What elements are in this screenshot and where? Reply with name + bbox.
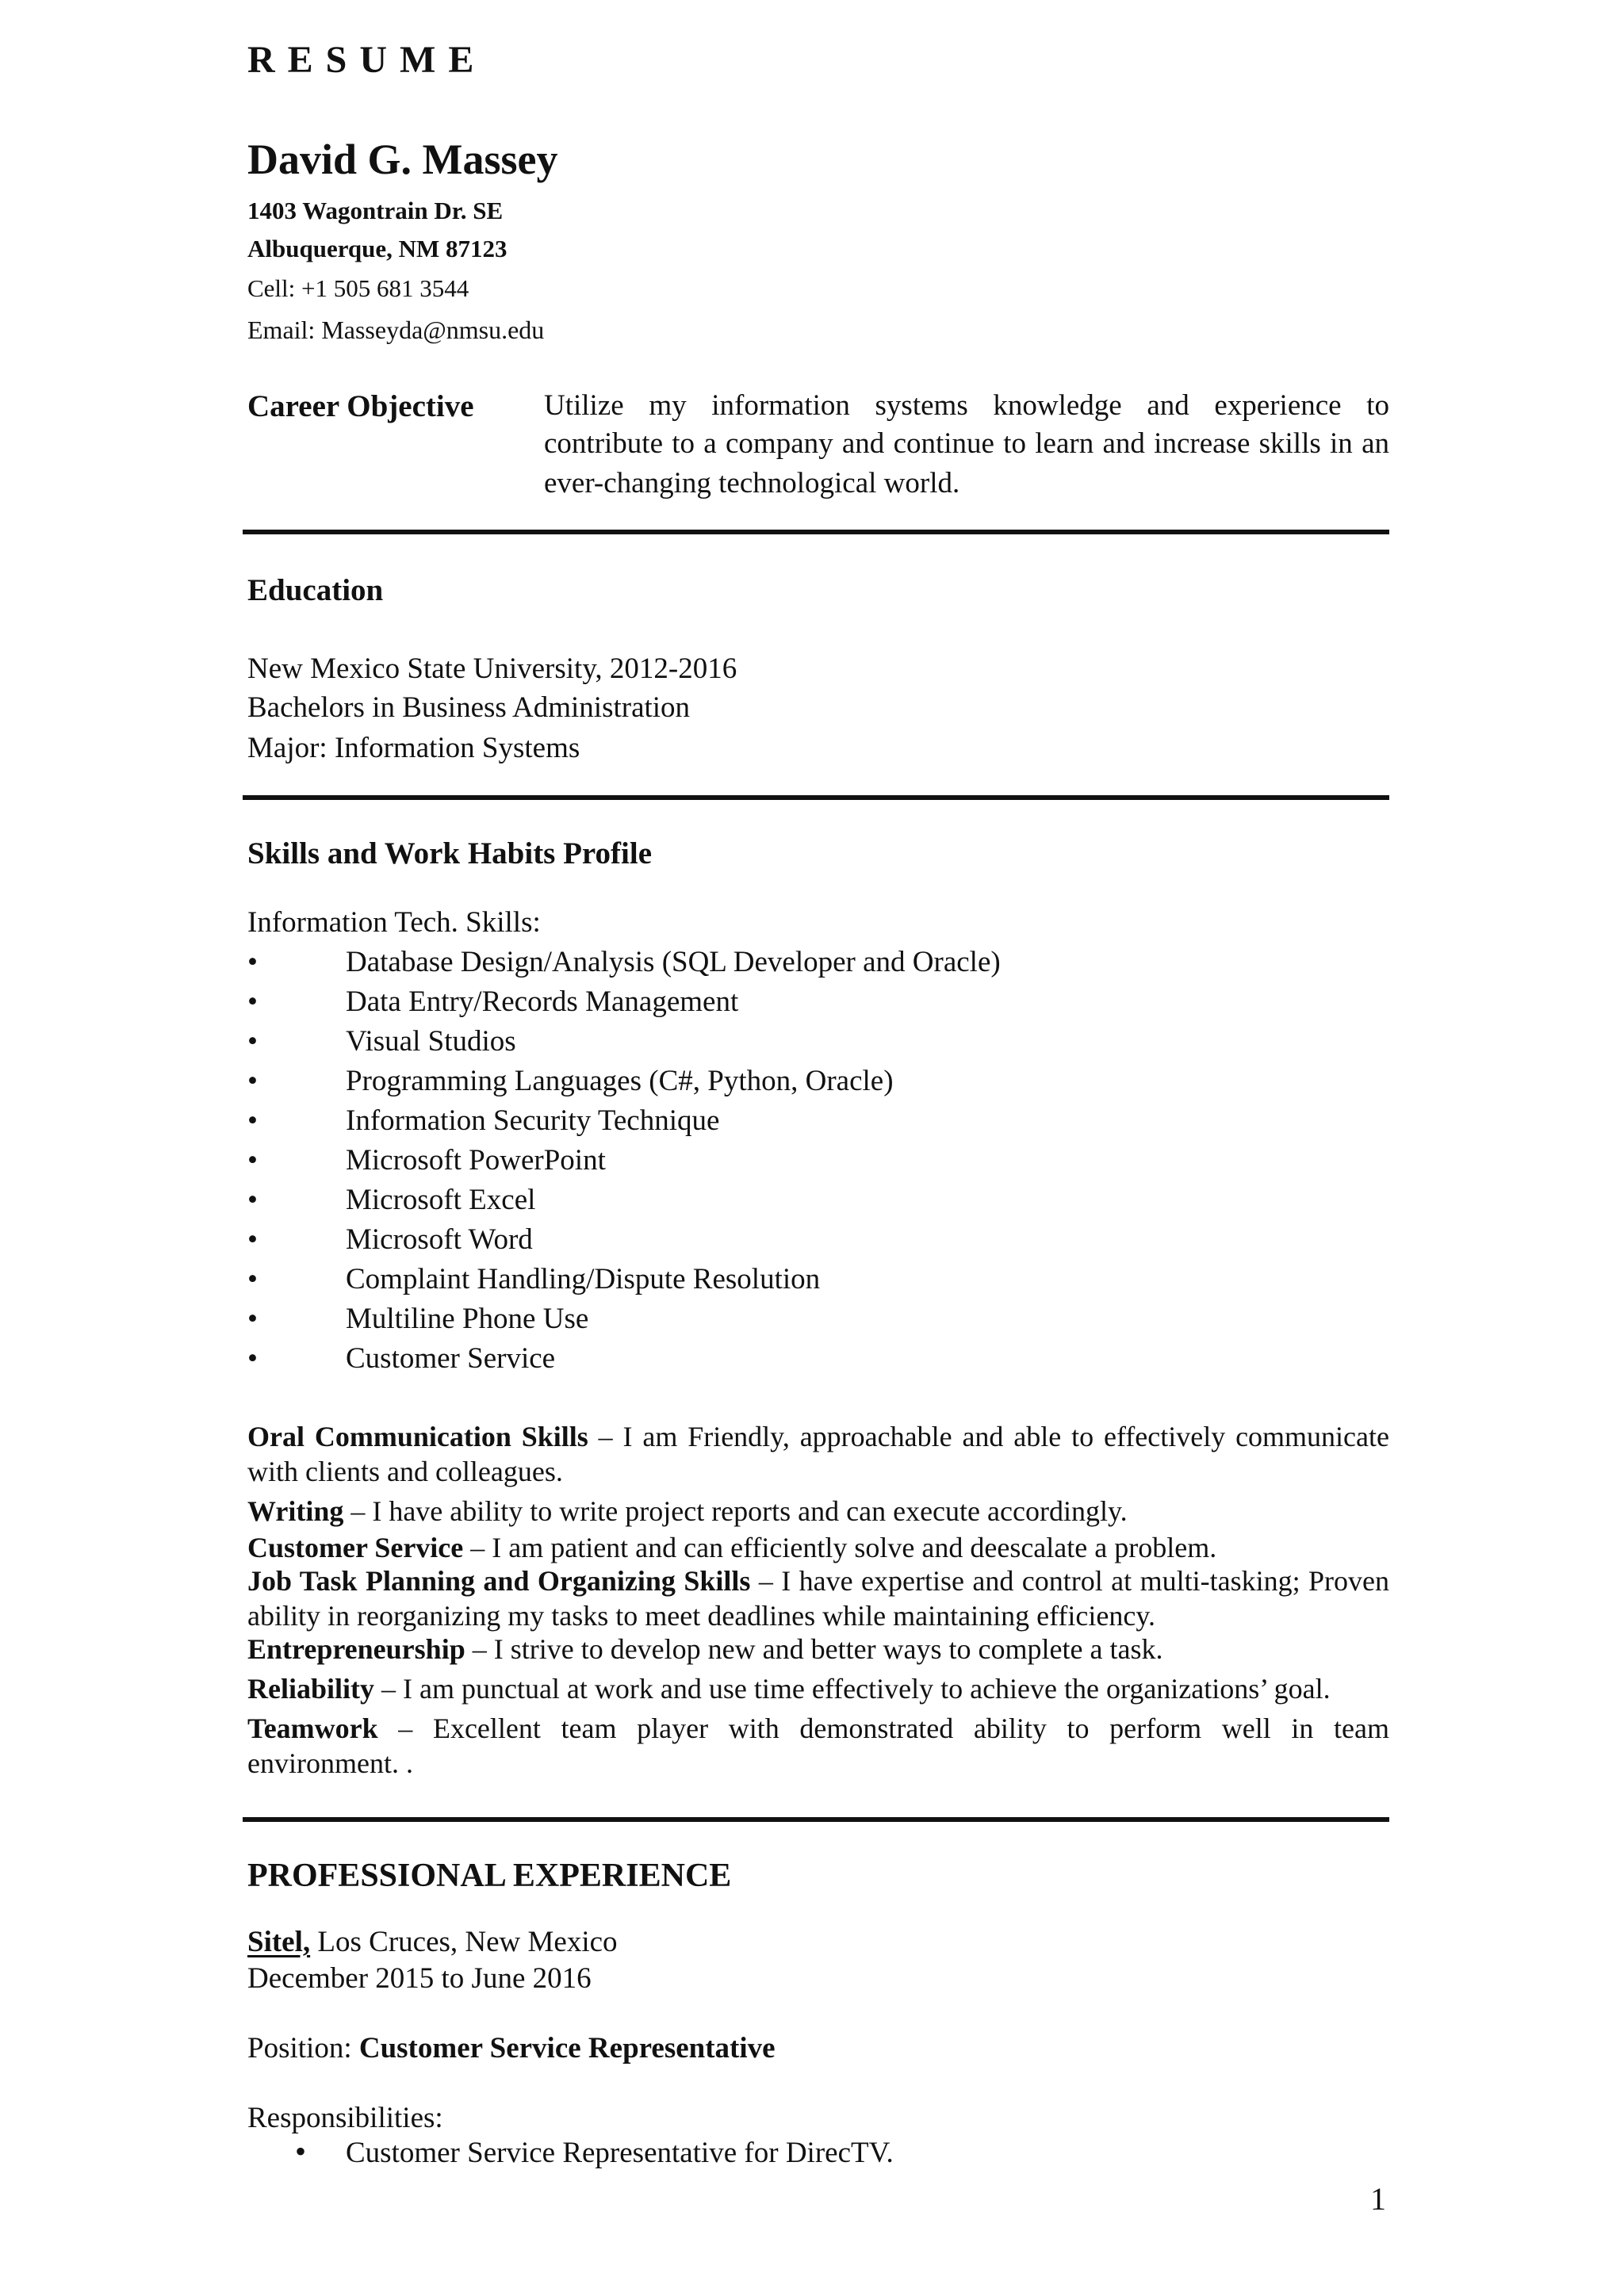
habit-teamwork — [247, 1711, 1389, 1781]
habit-writing — [247, 1494, 1389, 1529]
position-title: Customer Service Representative — [358, 2032, 776, 2064]
habit-label: Customer Service — [247, 1532, 464, 1563]
bullet-icon: • — [247, 1342, 258, 1375]
section-divider — [243, 530, 1389, 534]
habit-text: – Excellent team player with demonstrated ability to perform well in team environment. . — [247, 1712, 1389, 1779]
education-heading: Education — [247, 573, 384, 607]
skill-item: Data Entry/Records Management — [346, 985, 739, 1018]
bullet-icon: • — [247, 1025, 258, 1058]
education-line: New Mexico State University, 2012-2016 — [247, 652, 737, 685]
habit-label: Teamwork — [247, 1712, 378, 1744]
bullet-icon: • — [247, 1223, 258, 1256]
habit-text: – I am punctual at work and use time effectively to achieve the organizations’ goal. — [374, 1673, 1331, 1705]
skill-item: Microsoft Word — [346, 1223, 533, 1256]
career-objective-line-2: contribute to a company and continue to learn and increase skills in an — [544, 427, 1389, 460]
section-divider — [243, 1817, 1389, 1822]
employer-location: Los Cruces, New Mexico — [310, 1926, 618, 1958]
bullet-icon: • — [247, 946, 258, 978]
position-label: Position: — [247, 2032, 359, 2064]
career-objective-line-1: Utilize my information systems knowledge and experience to — [544, 389, 1389, 422]
habit-customer-service — [247, 1530, 1389, 1565]
skills-heading: Skills and Work Habits Profile — [247, 836, 653, 871]
habit-label: Job Task Planning and Organizing Skills — [247, 1565, 751, 1597]
bullet-icon: • — [247, 1303, 258, 1335]
page-number: 1 — [1370, 2181, 1386, 2217]
education-line: Major: Information Systems — [247, 732, 580, 764]
habit-text: – I strive to develop new and better ways to complete a task. — [465, 1633, 1163, 1665]
habit-entrepreneurship — [247, 1632, 1389, 1667]
habit-task-planning — [247, 1563, 1389, 1633]
skill-item: Multiline Phone Use — [346, 1303, 589, 1335]
cell-phone: Cell: +1 505 681 3544 — [247, 274, 469, 302]
habit-text: – I have expertise and control at multi-tasking; Proven ability in reorganizing my tasks to meet deadlines while maintaining efficiency. — [247, 1565, 1389, 1632]
habit-label: Entrepreneurship — [247, 1633, 465, 1665]
bullet-icon: • — [247, 1104, 258, 1137]
habit-text: – I have ability to write project reports and can execute accordingly. — [343, 1495, 1128, 1527]
experience-heading: PROFESSIONAL EXPERIENCE — [247, 1858, 732, 1894]
bullet-icon: • — [247, 1144, 258, 1177]
career-objective-line-3: ever-changing technological world. — [544, 467, 960, 499]
bullet-icon: • — [247, 1065, 258, 1097]
education-line: Bachelors in Business Administration — [247, 691, 691, 724]
skill-item: Customer Service — [346, 1342, 556, 1375]
position-line — [247, 2031, 776, 2065]
bullet-icon: • — [247, 985, 258, 1018]
skill-item: Complaint Handling/Dispute Resolution — [346, 1263, 821, 1295]
skill-item: Programming Languages (C#, Python, Oracle) — [346, 1065, 894, 1097]
employer-line — [247, 1925, 618, 1959]
applicant-name: David G. Massey — [247, 136, 558, 183]
skills-subtitle: Information Tech. Skills: — [247, 906, 541, 939]
habit-text: – I am Friendly, approachable and able to effectively communicate with clients and colleagues. — [247, 1421, 1389, 1487]
bullet-icon: • — [295, 2133, 307, 2169]
responsibility-item: Customer Service Representative for DirecTV. — [346, 2137, 894, 2169]
habit-reliability — [247, 1671, 1389, 1706]
responsibilities-label: Responsibilities: — [247, 2102, 443, 2134]
employment-dates: December 2015 to June 2016 — [247, 1962, 592, 1995]
address-line-1: 1403 Wagontrain Dr. SE — [247, 197, 504, 224]
resume-title: R E S U M E — [247, 39, 476, 81]
career-objective-label: Career Objective — [247, 389, 474, 423]
habit-label: Reliability — [247, 1673, 374, 1705]
skill-item: Microsoft PowerPoint — [346, 1144, 606, 1177]
email-address: Email: Masseyda@nmsu.edu — [247, 316, 545, 344]
employer-name: Sitel, — [247, 1926, 311, 1958]
bullet-icon: • — [247, 1263, 258, 1295]
habit-label: Oral Communication Skills — [247, 1421, 588, 1452]
bullet-icon: • — [247, 1184, 258, 1216]
skill-item: Visual Studios — [346, 1025, 516, 1058]
habit-text: – I am patient and can efficiently solve and deescalate a problem. — [463, 1532, 1217, 1563]
habit-label: Writing — [247, 1495, 344, 1527]
habit-oral-communication — [247, 1419, 1389, 1489]
skill-item: Database Design/Analysis (SQL Developer and Oracle) — [346, 946, 1001, 978]
address-line-2: Albuquerque, NM 87123 — [247, 235, 508, 262]
skill-item: Information Security Technique — [346, 1104, 720, 1137]
section-divider — [243, 795, 1389, 800]
skill-item: Microsoft Excel — [346, 1184, 536, 1216]
